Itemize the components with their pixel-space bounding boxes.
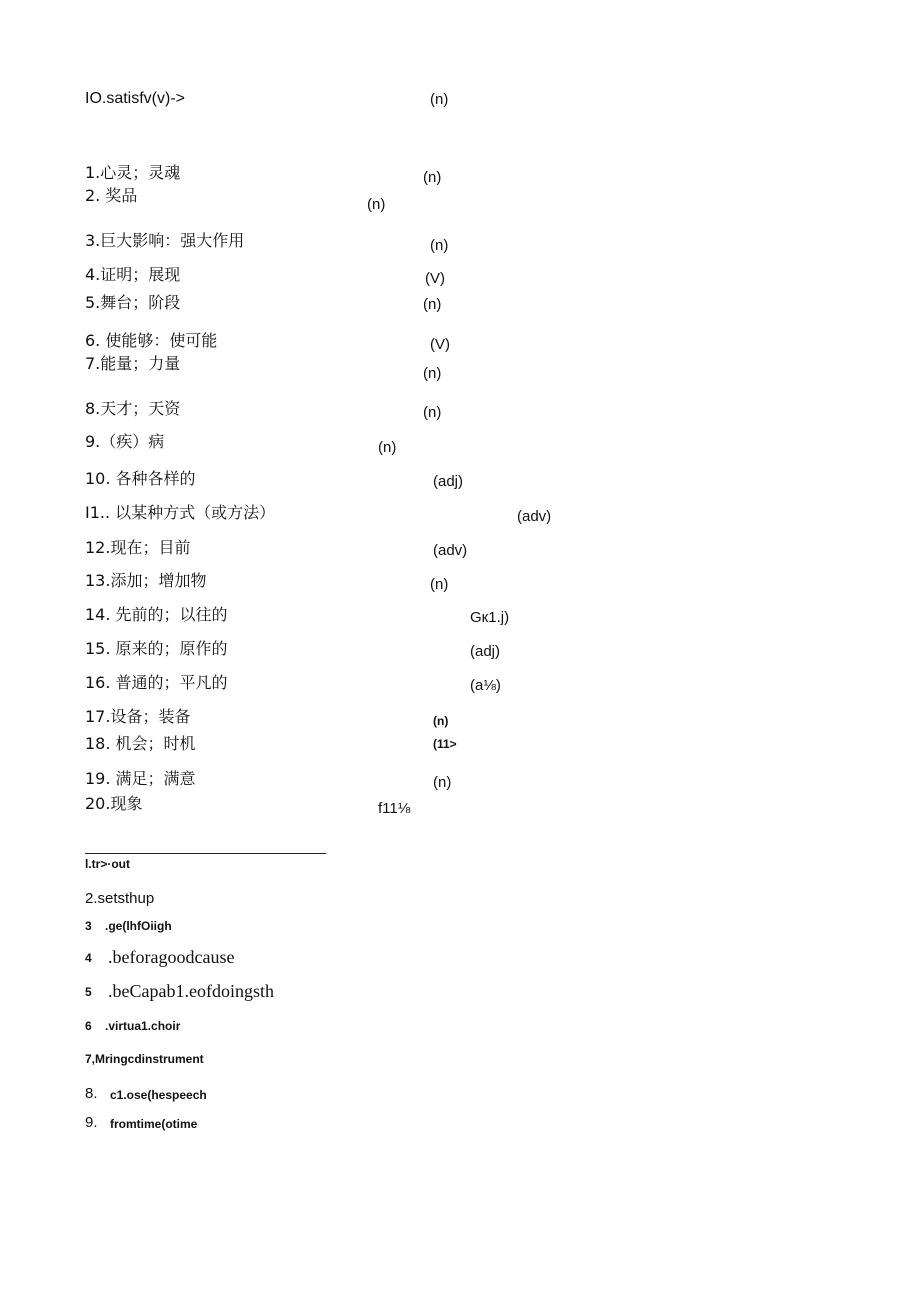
phrase-item-text: .ge(lhfOiigh	[105, 919, 172, 933]
phrase-item-text: 7,Mringcdinstrument	[85, 1052, 204, 1066]
vocab-item-pos: (n)	[430, 576, 449, 593]
vocab-item-zh: 15. 原来的；原作的	[85, 639, 228, 658]
section-divider	[85, 853, 326, 854]
vocab-item-pos: (11>	[433, 737, 457, 751]
vocab-item-zh: 8.天才；天资	[85, 399, 181, 418]
phrase-item-number: 9.	[85, 1114, 98, 1131]
vocab-item-zh: 7.能量；力量	[85, 354, 181, 373]
vocab-item-pos: Gк1.j)	[470, 609, 510, 626]
vocab-item-zh: 2. 奖品	[85, 186, 138, 205]
vocab-item-zh: 3.巨大影响：强大作用	[85, 231, 245, 250]
vocab-item-pos: (n)	[423, 296, 442, 313]
vocab-item-zh: 6. 使能够：使可能	[85, 331, 218, 350]
vocab-item-pos: (n)	[430, 237, 449, 254]
vocab-item-zh: I1.. 以某种方式（或方法）	[85, 503, 276, 522]
vocab-item-pos: (n)	[378, 439, 397, 456]
vocab-item-pos: (n)	[433, 774, 452, 791]
vocab-item-pos: (adv)	[517, 508, 552, 525]
vocab-item-pos: (n)	[423, 404, 442, 421]
vocab-item-zh: 13.添加；增加物	[85, 571, 207, 590]
vocab-item-zh: 9.（疾）病	[85, 432, 165, 451]
vocab-item-pos: (adv)	[433, 542, 468, 559]
phrase-item-number: 4	[85, 951, 92, 965]
vocab-item-zh: 1.心灵；灵魂	[85, 163, 181, 182]
vocab-item-pos: f11⅛	[378, 800, 411, 817]
vocab-item-zh: 4.证明；展现	[85, 265, 181, 284]
phrase-item-number: 8.	[85, 1085, 98, 1102]
vocab-item-zh: 18. 机会；时机	[85, 734, 196, 753]
vocab-item-pos: (V)	[425, 270, 445, 287]
phrase-item-text: fromtime(otime	[110, 1117, 198, 1131]
phrase-item-text: l.tr>·out	[85, 857, 130, 871]
vocab-item-pos: (V)	[430, 336, 450, 353]
vocab-item-zh: 16. 普通的；平凡的	[85, 673, 228, 692]
phrase-item-text: c1.ose(hespeech	[110, 1088, 207, 1102]
vocab-item-zh: 5.舞台；阶段	[85, 293, 181, 312]
phrase-item-number: 5	[85, 985, 92, 999]
phrase-item-text: .beCapab1.eofdoingsth	[108, 981, 274, 1001]
vocab-item-zh: 10. 各种各样的	[85, 469, 196, 488]
vocab-item-zh: 17.设备；装备	[85, 707, 191, 726]
vocab-item-zh: 19. 满足；满意	[85, 769, 196, 788]
vocab-item-pos: (adj)	[433, 473, 464, 490]
phrase-item-text: 2.setsthup	[85, 890, 155, 907]
vocab-item-zh: 12.现在；目前	[85, 538, 191, 557]
vocab-item-zh: 20.现象	[85, 794, 143, 813]
vocab-item-pos: (a⅛)	[470, 677, 501, 694]
vocab-item-10-label: IO.satisfv(v)->	[85, 90, 186, 107]
phrase-item-number: 6	[85, 1019, 92, 1033]
vocab-item-pos: (n)	[367, 196, 386, 213]
phrase-item-text: .beforagoodcause	[108, 947, 235, 967]
vocab-item-pos: (n)	[423, 365, 442, 382]
vocab-item-zh: 14. 先前的；以往的	[85, 605, 228, 624]
phrase-item-text: .virtua1.choir	[105, 1019, 181, 1033]
vocab-item-pos: (n)	[423, 169, 442, 186]
vocab-item-10-pos: (n)	[430, 91, 449, 108]
phrase-item-number: 3	[85, 919, 92, 933]
vocab-item-pos: (n)	[433, 714, 449, 728]
vocab-item-pos: (adj)	[470, 643, 501, 660]
